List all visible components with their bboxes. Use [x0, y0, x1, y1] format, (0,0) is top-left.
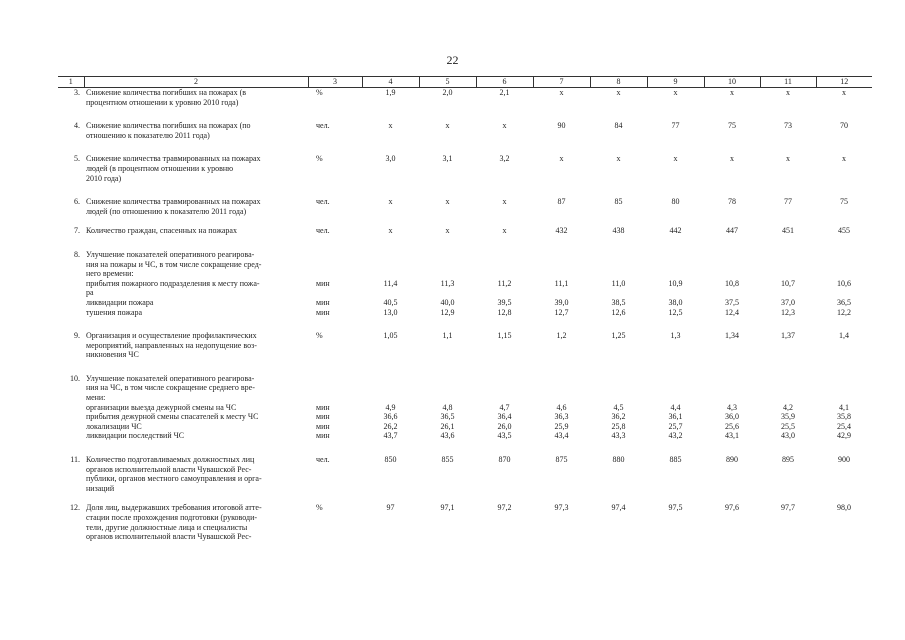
- empty-cell: [58, 422, 84, 432]
- table-subrow: [58, 431, 872, 441]
- value-cell: 1,25: [611, 331, 626, 341]
- spacer-cell: [58, 360, 872, 374]
- table-row: [58, 503, 872, 541]
- value-cell: 11,4: [383, 278, 398, 288]
- value-cell: 26,2: [383, 421, 398, 431]
- indicator-line: него времени:: [86, 269, 134, 279]
- table-row: [58, 250, 872, 279]
- table-subrow: [58, 298, 872, 308]
- column-header: 3: [308, 77, 362, 88]
- indicator-line: людей (в процентном отношении к уровню: [86, 163, 234, 173]
- value-cell: 13,0: [383, 307, 398, 317]
- value-cell: 36,1: [668, 412, 683, 422]
- value-cell: 10,7: [781, 278, 795, 288]
- value-cell: 1,15: [497, 331, 512, 341]
- value-cell: 26,0: [497, 421, 512, 431]
- page-number: 22: [446, 53, 459, 67]
- unit-cell: чел.: [316, 226, 330, 236]
- unit-cell: чел.: [316, 455, 330, 465]
- indicator-line: Снижение количества травмированных на пожарах: [86, 197, 261, 207]
- row-spacer: [58, 107, 872, 121]
- indicator-line: Количество граждан, спасенных на пожарах: [86, 226, 237, 236]
- value-cell: х: [673, 88, 678, 97]
- sub-indicator-name: [84, 403, 308, 413]
- value-cell: 36,0: [725, 412, 739, 422]
- value-cell: 75: [728, 121, 736, 131]
- value-cell: х: [502, 197, 507, 207]
- row-number: 11.: [70, 455, 80, 465]
- unit-cell: мин: [316, 297, 330, 307]
- value-cell: 25,6: [725, 421, 739, 431]
- value-cell: 36,5: [837, 297, 851, 307]
- row-spacer: [58, 216, 872, 226]
- indicator-line: Снижение количества погибших на пожарах (по: [86, 121, 251, 131]
- value-cell: 77: [671, 121, 680, 131]
- sub-indicator-name: [84, 298, 308, 308]
- indicator-name: [84, 121, 308, 140]
- indicator-name: [84, 250, 308, 279]
- value-cell: 36,2: [611, 412, 626, 422]
- value-cell: 451: [782, 226, 794, 236]
- indicator-name: [84, 455, 308, 493]
- value-cell: 1,9: [385, 88, 396, 97]
- value-cell: х: [559, 88, 564, 97]
- value-cell: 25,4: [837, 421, 851, 431]
- table-row: [58, 88, 872, 108]
- row-number: 10.: [70, 373, 80, 383]
- value-cell: 43,1: [725, 431, 739, 441]
- indicator-line: Организация и осуществление профилактических: [86, 331, 257, 341]
- value-cell: 97,7: [781, 503, 795, 513]
- value-cell: 11,0: [611, 278, 626, 288]
- value-cell: 12,5: [668, 307, 683, 317]
- value-cell: 39,5: [497, 297, 512, 307]
- value-cell: 4,4: [670, 402, 681, 412]
- unit-cell: чел.: [316, 121, 330, 131]
- value-cell: 1,3: [670, 331, 681, 341]
- value-cell: 1,05: [383, 331, 398, 341]
- value-cell: х: [502, 121, 507, 131]
- value-cell: 25,9: [554, 421, 569, 431]
- table-row: [58, 121, 872, 140]
- row-number: 9.: [74, 331, 80, 341]
- value-cell: 37,0: [781, 297, 795, 307]
- row-number: 3.: [74, 88, 80, 97]
- value-cell: 40,5: [383, 297, 398, 307]
- value-cell: 442: [669, 226, 682, 236]
- value-cell: х: [786, 88, 790, 97]
- indicator-line: публики, органов местного самоуправления и орга-: [86, 474, 262, 484]
- empty-cell: [58, 298, 84, 308]
- value-cell: х: [730, 88, 734, 97]
- value-cell: 43,5: [497, 431, 512, 441]
- row-number: 12.: [70, 503, 80, 513]
- value-cell: 12,3: [781, 307, 795, 317]
- indicator-name: [84, 88, 308, 108]
- table-row: [58, 197, 872, 216]
- value-cell: 4,2: [783, 402, 793, 412]
- value-cell: 10,6: [837, 278, 851, 288]
- value-cell: 43,0: [781, 431, 795, 441]
- table-row: [58, 374, 872, 403]
- indicator-line: низаций: [86, 483, 115, 493]
- table-row: [58, 455, 872, 493]
- indicator-name: [84, 503, 308, 541]
- value-cell: х: [388, 197, 393, 207]
- value-cell: х: [445, 121, 450, 131]
- value-cell: 12,2: [837, 307, 851, 317]
- table-subrow: [58, 279, 872, 298]
- indicator-line: стации после прохождения подготовки (руководи-: [86, 513, 258, 522]
- unit-cell: мин: [316, 278, 330, 288]
- sub-indicator-name: [84, 412, 308, 422]
- column-header: 10: [704, 77, 760, 88]
- spacer-cell: [58, 107, 872, 121]
- value-cell: х: [502, 226, 507, 236]
- unit-cell: %: [316, 503, 323, 513]
- indicator-line: процентном отношении к уровню 2010 года): [86, 97, 239, 107]
- indicator-line: организации выезда дежурной смены на ЧС: [86, 402, 237, 412]
- value-cell: 1,2: [556, 331, 567, 341]
- value-cell: 80: [671, 197, 680, 207]
- value-cell: 1,34: [725, 331, 739, 341]
- value-cell: 12,9: [440, 307, 455, 317]
- value-cell: 12,4: [725, 307, 739, 317]
- row-spacer: [58, 441, 872, 455]
- unit-cell: %: [316, 88, 323, 97]
- indicator-line: мероприятий, направленных на недопущение воз-: [86, 340, 257, 350]
- value-cell: 4,8: [442, 402, 453, 412]
- indicator-name: [84, 374, 308, 403]
- unit-cell: мин: [316, 307, 330, 317]
- indicator-line: локализации ЧС: [86, 421, 142, 431]
- value-cell: 4,6: [556, 402, 567, 412]
- table-row: [58, 154, 872, 183]
- empty-cell: [58, 279, 84, 298]
- value-cell: 3,1: [442, 154, 453, 164]
- indicator-name: [84, 197, 308, 216]
- value-cell: 850: [384, 455, 397, 465]
- sub-indicator-name: [84, 431, 308, 441]
- table-subrow: [58, 412, 872, 422]
- column-header: 2: [84, 77, 308, 88]
- column-header: 11: [760, 77, 816, 88]
- indicator-line: ликвидации пожара: [86, 297, 154, 307]
- value-cell: 4,5: [613, 402, 624, 412]
- value-cell: 97,6: [725, 503, 739, 513]
- value-cell: 438: [612, 226, 625, 236]
- column-header: 7: [533, 77, 590, 88]
- value-cell: 447: [726, 226, 738, 236]
- row-spacer: [58, 236, 872, 250]
- unit-cell: мин: [316, 421, 330, 431]
- row-spacer: [58, 493, 872, 503]
- value-cell: 455: [838, 226, 850, 236]
- value-cell: х: [445, 197, 450, 207]
- sub-indicator-name: [84, 279, 308, 298]
- value-cell: 2,1: [499, 88, 510, 97]
- value-cell: 880: [612, 455, 625, 465]
- value-cell: х: [842, 154, 846, 164]
- table-row: [58, 226, 872, 236]
- value-cell: 43,3: [611, 431, 626, 441]
- value-cell: 38,0: [668, 297, 683, 307]
- empty-cell: [58, 403, 84, 413]
- value-cell: 35,8: [837, 412, 851, 422]
- indicator-line: 2010 года): [86, 173, 122, 183]
- empty-cell: [308, 374, 872, 403]
- value-cell: х: [559, 154, 564, 164]
- indicator-line: органов исполнительной власти Чувашской Рес-: [86, 464, 252, 474]
- indicator-line: прибытия пожарного подразделения к месту пожа-: [86, 278, 260, 288]
- unit-cell: %: [316, 331, 323, 341]
- spacer-cell: [58, 140, 872, 154]
- value-cell: 39,0: [554, 297, 569, 307]
- indicator-line: тушения пожара: [86, 307, 143, 317]
- value-cell: 97,3: [554, 503, 569, 513]
- value-cell: 4,3: [727, 402, 737, 412]
- value-cell: х: [730, 154, 734, 164]
- value-cell: 97,5: [668, 503, 683, 513]
- table-row: [58, 331, 872, 360]
- row-spacer: [58, 140, 872, 154]
- indicator-line: ра: [86, 288, 94, 298]
- value-cell: х: [445, 226, 450, 236]
- table-subrow: [58, 308, 872, 318]
- value-cell: 43,6: [440, 431, 455, 441]
- value-cell: 97,4: [611, 503, 626, 513]
- value-cell: 3,0: [385, 154, 396, 164]
- value-cell: 12,8: [497, 307, 512, 317]
- value-cell: х: [388, 226, 393, 236]
- indicator-name: [84, 226, 308, 236]
- value-cell: 97,1: [440, 503, 455, 513]
- indicator-line: Количество подготавливаемых должностных лиц: [86, 455, 255, 465]
- value-cell: 2,0: [442, 88, 453, 97]
- row-number: 5.: [74, 154, 80, 164]
- spacer-cell: [58, 317, 872, 331]
- indicator-line: ния на ЧС, в том числе сокращение среднего вре-: [86, 383, 255, 393]
- value-cell: 36,3: [554, 412, 569, 422]
- value-cell: 12,7: [554, 307, 569, 317]
- value-cell: 25,7: [668, 421, 683, 431]
- indicator-line: Снижение количества травмированных на пожарах: [86, 154, 261, 164]
- value-cell: х: [616, 154, 621, 164]
- value-cell: 3,2: [499, 154, 510, 164]
- row-number: 8.: [74, 249, 80, 259]
- indicator-line: прибытия дежурной смены спасателей к месту ЧС: [86, 412, 259, 422]
- value-cell: 885: [669, 455, 682, 465]
- value-cell: 855: [441, 455, 454, 465]
- value-cell: 890: [726, 455, 738, 465]
- header-row: [58, 77, 872, 88]
- unit-cell: мин: [316, 412, 330, 422]
- value-cell: 1,4: [839, 331, 849, 341]
- table-header: [58, 77, 872, 88]
- indicator-line: Снижение количества погибших на пожарах (в: [86, 88, 247, 97]
- value-cell: 11,2: [497, 278, 512, 288]
- indicator-line: никновения ЧС: [86, 350, 139, 360]
- value-cell: 25,8: [611, 421, 626, 431]
- value-cell: х: [786, 154, 790, 164]
- value-cell: 36,6: [383, 412, 398, 422]
- value-cell: 90: [557, 121, 566, 131]
- value-cell: 11,1: [554, 278, 569, 288]
- indicators-table: [58, 76, 872, 542]
- indicator-line: Улучшение показателей оперативного реагирова-: [86, 373, 255, 383]
- column-header: 8: [590, 77, 647, 88]
- value-cell: 432: [555, 226, 568, 236]
- table-subrow: [58, 422, 872, 432]
- value-cell: х: [673, 154, 678, 164]
- row-number: 4.: [74, 121, 80, 131]
- unit-cell: %: [316, 154, 323, 164]
- unit-cell: чел.: [316, 197, 330, 207]
- value-cell: 900: [838, 455, 850, 465]
- value-cell: 870: [498, 455, 511, 465]
- indicator-name: [84, 331, 308, 360]
- row-spacer: [58, 317, 872, 331]
- empty-cell: [58, 412, 84, 422]
- indicator-line: мени:: [86, 393, 106, 403]
- empty-cell: [58, 308, 84, 318]
- indicator-line: Доля лиц, выдержавших требования итоговой атте-: [86, 503, 262, 513]
- indicator-line: ния на пожары и ЧС, в том числе сокращение сред-: [86, 259, 262, 269]
- value-cell: 36,4: [497, 412, 512, 422]
- value-cell: 73: [784, 121, 792, 131]
- value-cell: 11,3: [440, 278, 455, 288]
- value-cell: х: [388, 121, 393, 131]
- spacer-cell: [58, 183, 872, 197]
- value-cell: 26,1: [440, 421, 455, 431]
- table-body: [58, 88, 872, 542]
- indicator-line: тели, другие должностные лица и специалисты: [86, 522, 248, 532]
- value-cell: 10,8: [725, 278, 739, 288]
- row-spacer: [58, 183, 872, 197]
- value-cell: 895: [782, 455, 794, 465]
- value-cell: 25,5: [781, 421, 795, 431]
- row-number: 6.: [74, 197, 80, 207]
- table-subrow: [58, 403, 872, 413]
- sub-indicator-name: [84, 422, 308, 432]
- column-header: 5: [419, 77, 476, 88]
- value-cell: 12,6: [611, 307, 626, 317]
- value-cell: 43,2: [668, 431, 683, 441]
- indicator-line: ликвидации последствий ЧС: [86, 431, 185, 441]
- indicator-line: органов исполнительной власти Чувашской Рес-: [86, 532, 252, 542]
- spacer-cell: [58, 216, 872, 226]
- value-cell: 38,5: [611, 297, 626, 307]
- empty-cell: [308, 250, 872, 279]
- column-header: 9: [647, 77, 704, 88]
- value-cell: 98,0: [837, 503, 851, 513]
- value-cell: 36,5: [440, 412, 455, 422]
- column-header: 1: [58, 77, 84, 88]
- column-header: 4: [362, 77, 419, 88]
- value-cell: 35,9: [781, 412, 795, 422]
- value-cell: 1,37: [781, 331, 795, 341]
- value-cell: 42,9: [837, 431, 851, 441]
- unit-cell: мин: [316, 402, 330, 412]
- empty-cell: [58, 431, 84, 441]
- value-cell: 43,7: [383, 431, 398, 441]
- value-cell: х: [842, 88, 846, 97]
- row-spacer: [58, 360, 872, 374]
- unit-cell: мин: [316, 431, 330, 441]
- row-number: 7.: [74, 226, 80, 236]
- column-header: 6: [476, 77, 533, 88]
- indicator-line: Улучшение показателей оперативного реагирова-: [86, 249, 255, 259]
- value-cell: 75: [840, 197, 848, 207]
- value-cell: х: [616, 88, 621, 97]
- value-cell: 70: [840, 121, 848, 131]
- value-cell: 97: [386, 503, 395, 513]
- sub-indicator-name: [84, 308, 308, 318]
- value-cell: 97,2: [497, 503, 512, 513]
- indicator-line: людей (по отношению к показателю 2011 года): [86, 206, 247, 216]
- value-cell: 10,9: [668, 278, 683, 288]
- column-header: 12: [816, 77, 872, 88]
- indicator-line: отношению к показателю 2011 года): [86, 130, 210, 140]
- value-cell: 85: [614, 197, 623, 207]
- value-cell: 84: [614, 121, 623, 131]
- value-cell: 4,9: [385, 402, 396, 412]
- value-cell: 1,1: [442, 331, 453, 341]
- value-cell: 77: [784, 197, 792, 207]
- value-cell: 87: [557, 197, 566, 207]
- spacer-cell: [58, 236, 872, 250]
- indicator-name: [84, 154, 308, 183]
- spacer-cell: [58, 493, 872, 503]
- value-cell: 4,1: [839, 402, 849, 412]
- value-cell: 875: [555, 455, 568, 465]
- value-cell: 78: [728, 197, 736, 207]
- spacer-cell: [58, 441, 872, 455]
- value-cell: 40,0: [440, 297, 455, 307]
- value-cell: 4,7: [499, 402, 510, 412]
- value-cell: 43,4: [554, 431, 569, 441]
- value-cell: 37,5: [725, 297, 739, 307]
